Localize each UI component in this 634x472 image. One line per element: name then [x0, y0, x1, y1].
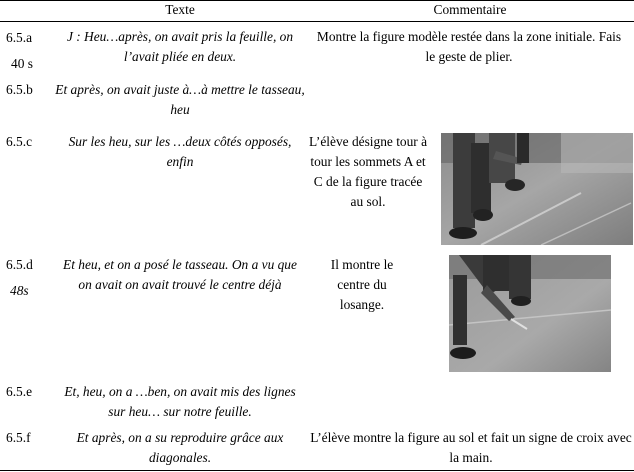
row-number: 6.5.a: [6, 30, 33, 45]
row-number: 6.5.e: [6, 384, 33, 399]
student-pointing-photo: [441, 133, 633, 245]
row-commentaire: Montre la figure modèle restée dans la zone initiale. Fais le geste de plier.: [316, 29, 622, 64]
row-number: 6.5.b: [6, 82, 33, 97]
row-commentaire: Il montre le centre du losange.: [330, 257, 394, 312]
row-texte: Et après, on avait juste à…à mettre le tasseau, heu: [55, 82, 305, 117]
row-texte: Et après, on a su reproduire grâce aux diagonales.: [76, 430, 284, 465]
row-commentaire: L’élève montre la figure au sol et fait un signe de croix avec la main.: [310, 430, 632, 465]
row-number: 6.5.d: [6, 257, 33, 272]
student-center-photo: [449, 255, 611, 372]
header-rule: [0, 21, 634, 22]
row-texte: Sur les heu, sur les …deux côtés opposés, enfin: [68, 134, 292, 169]
row-number: 6.5.f: [6, 430, 31, 445]
row-time: 48s: [10, 283, 29, 298]
row-number: 6.5.c: [6, 134, 33, 149]
row-texte: Et heu, et on a posé le tasseau. On a vu que on avait on avait trouvé le centre déjà: [63, 257, 297, 292]
row-texte: Et, heu, on a …ben, on avait mis des lignes sur heu… sur notre feuille.: [64, 384, 296, 419]
row-commentaire: L’élève désigne tour à tour les sommets A et C de la figure tracée au sol.: [308, 134, 428, 209]
table-top-rule: [0, 0, 634, 1]
header-texte: Texte: [165, 2, 195, 17]
row-texte: J : Heu…après, on avait pris la feuille, on l’avait pliée en deux.: [66, 29, 294, 64]
row-time: 40 s: [11, 56, 33, 71]
table-bottom-rule: [0, 470, 634, 471]
header-commentaire: Commentaire: [433, 2, 507, 17]
